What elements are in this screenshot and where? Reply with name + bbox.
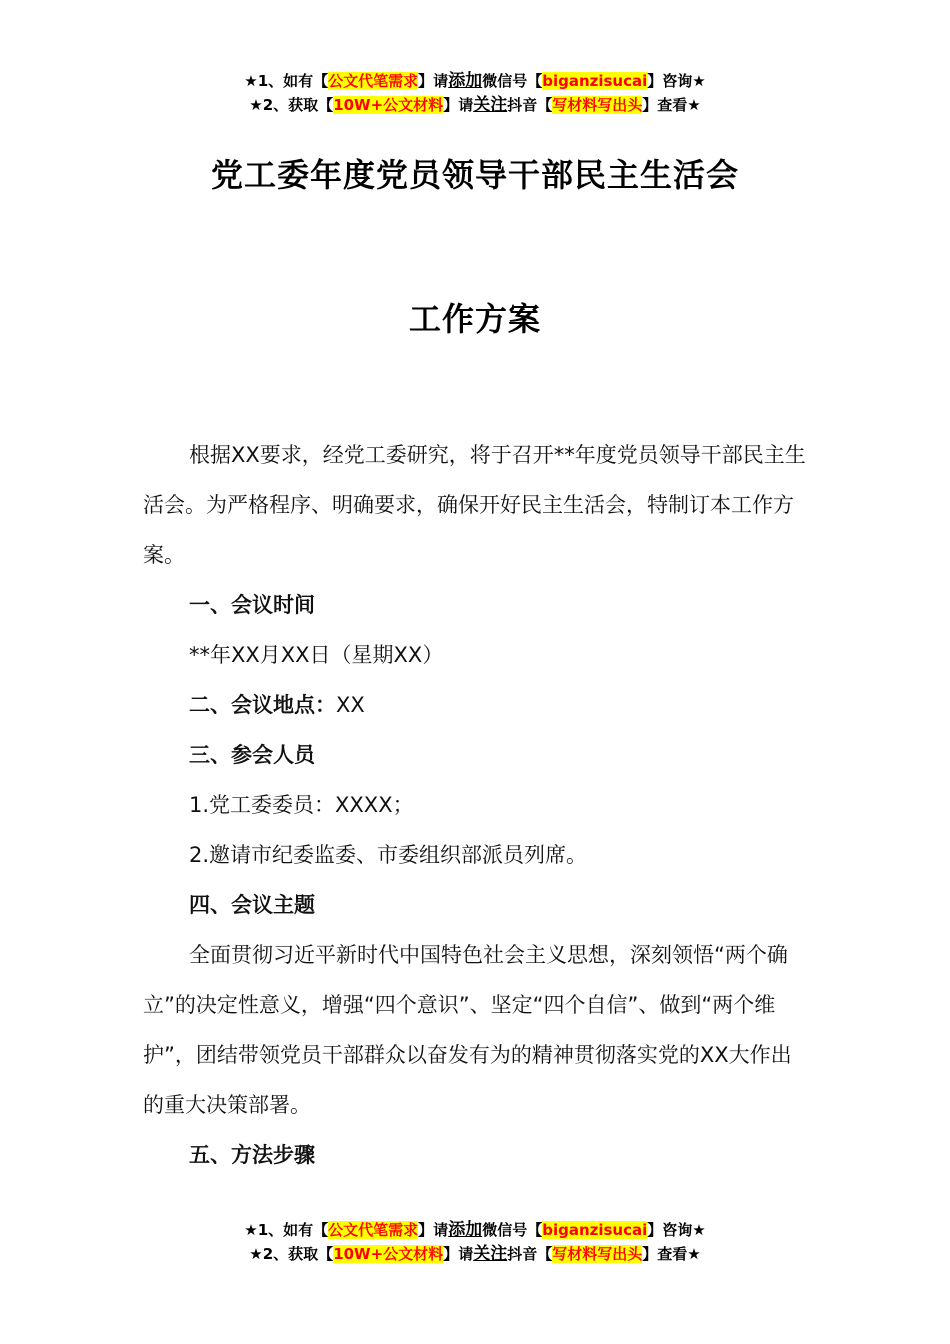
ad-emphasis: 关注: [473, 95, 508, 115]
ad-text: 】请: [443, 96, 474, 114]
document-title-line-1: 党工委年度党员领导干部民主生活会: [210, 156, 739, 194]
ad-text: 抖音【: [507, 96, 553, 114]
section-heading-steps: 五、方法步骤: [189, 1143, 315, 1167]
ad-text: 】咨询★: [647, 72, 706, 90]
ad-text: ★2、获取【: [249, 96, 334, 114]
ad-highlight: 写材料写出头: [552, 96, 643, 114]
ad-highlight: 10W+公文材料: [333, 1245, 444, 1263]
header-ad-line-1: [0, 70, 950, 92]
ad-text: 】请: [418, 72, 449, 90]
ad-text: 】查看★: [642, 1245, 701, 1263]
ad-text: 】请: [418, 1221, 449, 1239]
ad-text: ★1、如有【: [244, 72, 329, 90]
ad-text: 】查看★: [642, 96, 701, 114]
ad-highlight: 公文代笔需求: [328, 1221, 419, 1239]
ad-highlight: biganzisucai: [542, 72, 648, 90]
meeting-location-value: XX: [336, 693, 365, 717]
meeting-time-text: **年XX月XX日（星期XX）: [189, 643, 444, 667]
document-body: [143, 430, 808, 1180]
document-title-line-2: 工作方案: [408, 300, 541, 338]
ad-highlight: 公文代笔需求: [328, 72, 419, 90]
section-heading-theme: 四、会议主题: [189, 893, 315, 917]
ad-highlight: 写材料写出头: [552, 1245, 643, 1263]
attendee-item-2: 2.邀请市纪委监委、市委组织部派员列席。: [189, 843, 588, 867]
footer-ad-line-2: [0, 1243, 950, 1265]
ad-text: 微信号【: [482, 1221, 543, 1239]
ad-text: 微信号【: [482, 72, 543, 90]
intro-paragraph: 根据XX要求，经党工委研究，将于召开**年度党员领导干部民主生活会。为严格程序、明确要求，确保开好民主生活会，特制订本工作方案。: [143, 443, 806, 567]
ad-highlight: biganzisucai: [542, 1221, 648, 1239]
ad-emphasis: 添加: [448, 71, 483, 91]
section-heading-attendees: 三、参会人员: [189, 743, 315, 767]
section-heading-location: 二、会议地点：: [189, 693, 336, 717]
ad-text: 】咨询★: [647, 1221, 706, 1239]
theme-paragraph: 全面贯彻习近平新时代中国特色社会主义思想，深刻领悟“两个确立”的决定性意义，增强“四个意识”、坚定“四个自信”、做到“两个维护”，团结带领党员干部群众以奋发有为的精神贯彻落实党的XX大作出的重大决策部署。: [143, 943, 792, 1117]
ad-text: ★1、如有【: [244, 1221, 329, 1239]
ad-emphasis: 添加: [448, 1220, 483, 1240]
ad-highlight: 10W+公文材料: [333, 96, 444, 114]
ad-text: ★2、获取【: [249, 1245, 334, 1263]
ad-text: 】请: [443, 1245, 474, 1263]
header-ad-line-2: [0, 94, 950, 116]
section-location: [143, 680, 808, 730]
section-heading-time: 一、会议时间: [189, 593, 315, 617]
ad-text: 抖音【: [507, 1245, 553, 1263]
attendee-item-1: 1.党工委委员：XXXX；: [189, 793, 414, 817]
ad-emphasis: 关注: [473, 1244, 508, 1264]
footer-ad-line-1: [0, 1219, 950, 1241]
